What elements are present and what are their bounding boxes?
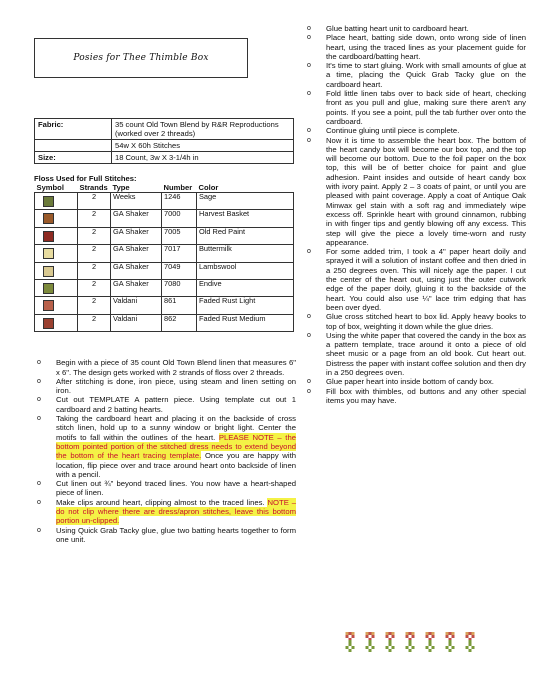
floss-symbol-icon xyxy=(43,318,54,329)
floss-symbol-icon xyxy=(43,196,54,207)
floss-number: 862 xyxy=(162,314,197,331)
stitched-flower-icon xyxy=(386,632,395,652)
floss-type: GA Shaker xyxy=(111,262,162,279)
floss-row xyxy=(35,280,294,297)
instruction-step: o Fold little linen tabs over to back side of heart, checking front as you pull and glue, making sure there aren't any points. If you see a point, pull the tab further over onto the cardboard. xyxy=(304,89,526,126)
floss-symbol-icon xyxy=(43,283,54,294)
spec-row xyxy=(35,152,294,164)
instruction-step: o Fill box with thimbles, od buttons and any other special items you may have. xyxy=(304,387,526,406)
right-steps-list xyxy=(304,24,526,405)
floss-type: Valdani xyxy=(111,314,162,331)
floss-type: GA Shaker xyxy=(111,227,162,244)
floss-color: Endive xyxy=(197,280,294,297)
stitched-flower-icon xyxy=(446,632,455,652)
highlighted-note: NOTE – do not clip where there are dress/apron stitches, leave this bottom portion un-clipped. xyxy=(56,497,296,526)
spec-label: Fabric: xyxy=(35,119,112,140)
floss-number: 7017 xyxy=(162,245,197,262)
title-box xyxy=(34,38,248,78)
floss-symbol-cell xyxy=(35,245,78,262)
instruction-step: o Glue cross stitched heart to box lid. Apply heavy books to top of box, weighting it down while the glue dries. xyxy=(304,312,526,331)
floss-row xyxy=(35,262,294,279)
instruction-step: o Glue batting heart unit to cardboard heart. xyxy=(304,24,526,33)
spec-label: Size: xyxy=(35,152,112,164)
floss-symbol-icon xyxy=(43,213,54,224)
floss-symbol-cell xyxy=(35,280,78,297)
instruction-step: o For some added trim, I took a 4" paper heart doily and sprayed it will a solution of instant coffee and then dried in a 250 degrees oven. This will nicely age the paper. I cut the center of the heart out, using just the outer cutwork edge of the paper doily, gluing it to the backside of the heart. You could also use ¼" lace trim edging that has been over dyed. xyxy=(304,247,526,312)
floss-number: 7005 xyxy=(162,227,197,244)
floss-symbol-icon xyxy=(43,231,54,242)
floss-number: 861 xyxy=(162,297,197,314)
instruction-step: o Begin with a piece of 35 count Old Town Blend linen that measures 6" x 6". The design gets worked with 2 strands of floss over 2 threads. xyxy=(34,358,296,377)
floss-column-header: Symbol xyxy=(36,183,64,192)
instruction-step: o Cut out TEMPLATE A pattern piece. Using template cut out 1 cardboard and 2 batting hearts. xyxy=(34,395,296,414)
floss-number: 7049 xyxy=(162,262,197,279)
stitched-flower-icon xyxy=(466,632,475,652)
stitched-flower-icon xyxy=(406,632,415,652)
floss-color: Old Red Paint xyxy=(197,227,294,244)
instruction-step: o Make clips around heart, clipping almost to the traced lines. NOTE – do not clip where there are dress/apron stitches, leave this bottom portion un-clipped. xyxy=(34,498,296,526)
floss-heading: Floss Used for Full Stitches: xyxy=(34,174,137,183)
floss-column-header: Type xyxy=(112,183,130,192)
instruction-step: o Using the white paper that covered the candy in the box as a pattern template, trace around it onto a piece of old sheet music or a page from an old book. Cut heart out. Distress the paper with instant coffee solution and then dry in a 250 degrees oven. xyxy=(304,331,526,377)
page-title: Posies for Thee Thimble Box xyxy=(73,53,209,63)
floss-type: Weeks xyxy=(111,193,162,210)
floss-symbol-icon xyxy=(43,300,54,311)
floss-number: 7000 xyxy=(162,210,197,227)
floss-strands: 2 xyxy=(78,262,111,279)
floss-strands: 2 xyxy=(78,280,111,297)
floss-symbol-cell xyxy=(35,193,78,210)
floss-column-header: Number xyxy=(163,183,193,192)
instruction-step: o Taking the cardboard heart and placing it on the backside of cross stitch linen, hold up to a sunny window or bright light. Center the motifs to fall within the outlines of the heart. PLEASE NOTE – the bottom pointed portion of the stitched dress needs to extend beyond the bottom of the heart tracing template. Once you are happy with location, flip piece over and trace around heart onto backside of linen with a pencil. xyxy=(34,414,296,479)
highlighted-note: PLEASE NOTE – the bottom pointed portion of the stitched dress needs to extend beyond the bottom of the heart tracing template. xyxy=(56,432,296,461)
floss-type: GA Shaker xyxy=(111,210,162,227)
floss-row xyxy=(35,314,294,331)
floss-column-header: Color xyxy=(198,183,219,192)
left-column xyxy=(34,38,296,544)
floss-type: GA Shaker xyxy=(111,245,162,262)
floss-strands: 2 xyxy=(78,210,111,227)
floss-symbol-cell xyxy=(35,210,78,227)
floss-symbol-icon xyxy=(43,266,54,277)
spec-table xyxy=(34,118,294,164)
stitched-flower-icon xyxy=(346,632,355,652)
stitched-flower-icon xyxy=(366,632,375,652)
floss-number: 1246 xyxy=(162,193,197,210)
instruction-step: o Glue paper heart into inside bottom of candy box. xyxy=(304,377,526,386)
spec-label xyxy=(35,140,112,152)
floss-symbol-cell xyxy=(35,262,78,279)
floss-color: Harvest Basket xyxy=(197,210,294,227)
spec-row xyxy=(35,140,294,152)
instruction-step: o Continue gluing until piece is complete. xyxy=(304,126,526,135)
right-column xyxy=(304,24,526,405)
floss-color: Faded Rust Medium xyxy=(197,314,294,331)
floss-color: Lambswool xyxy=(197,262,294,279)
floss-type: GA Shaker xyxy=(111,280,162,297)
floss-symbol-cell xyxy=(35,297,78,314)
stitched-flower-border xyxy=(340,628,490,664)
floss-type: Valdani xyxy=(111,297,162,314)
floss-symbol-cell xyxy=(35,227,78,244)
floss-color: Buttermilk xyxy=(197,245,294,262)
floss-row xyxy=(35,245,294,262)
stitched-flower-icon xyxy=(426,632,435,652)
floss-color: Faded Rust Light xyxy=(197,297,294,314)
floss-color: Sage xyxy=(197,193,294,210)
floss-strands: 2 xyxy=(78,193,111,210)
floss-strands: 2 xyxy=(78,297,111,314)
floss-row xyxy=(35,210,294,227)
floss-symbol-cell xyxy=(35,314,78,331)
spec-row xyxy=(35,119,294,140)
left-steps-list xyxy=(34,358,296,544)
floss-row xyxy=(35,193,294,210)
floss-strands: 2 xyxy=(78,227,111,244)
instruction-step: o Using Quick Grab Tacky glue, glue two batting hearts together to form one unit. xyxy=(34,526,296,545)
instruction-step: o After stitching is done, iron piece, using steam and linen setting on iron. xyxy=(34,377,296,396)
instruction-step: o Now it is time to assemble the heart box. The bottom of the heart candy box will become our box top, and the top will become our bottom. Due to the foil paper on the box top, this will be of better choice for paint and glue adhesion. Paint insides and outside of heart candy box with ivory paint. Apply 2 – 3 coats of paint, or until you are pleased with paint coverage. Apply a coat of Antique Oak Minwax gel stain with a soft rag and immediately wipe excess off. Sprinkle heart with ground cinnamon, rubbing in with finger tips and gently blowing off any excess. This step will give the piece a lovely time-worn and rusty appearance. xyxy=(304,136,526,248)
instruction-step: o Cut linen out ¾" beyond traced lines. You now have a heart-shaped piece of linen. xyxy=(34,479,296,498)
floss-symbol-icon xyxy=(43,248,54,259)
instruction-step: o It's time to start gluing. Work with small amounts of glue at a time, placing the Quick Grab Tacky glue on the cardboard heart. xyxy=(304,61,526,89)
floss-number: 7080 xyxy=(162,280,197,297)
spec-value: 35 count Old Town Blend by R&R Reproductions (worked over 2 threads) xyxy=(112,119,294,140)
floss-strands: 2 xyxy=(78,245,111,262)
floss-row xyxy=(35,297,294,314)
spec-value: 18 Count, 3w X 3-1/4h in xyxy=(112,152,294,164)
floss-strands: 2 xyxy=(78,314,111,331)
floss-table xyxy=(34,183,294,332)
floss-column-header: Strands xyxy=(79,183,108,192)
spec-value: 54w X 60h Stitches xyxy=(112,140,294,152)
floss-row xyxy=(35,227,294,244)
instruction-step: o Place heart, batting side down, onto wrong side of linen heart, using the traced lines as your placement guide for the cardboard/batting heart. xyxy=(304,33,526,61)
